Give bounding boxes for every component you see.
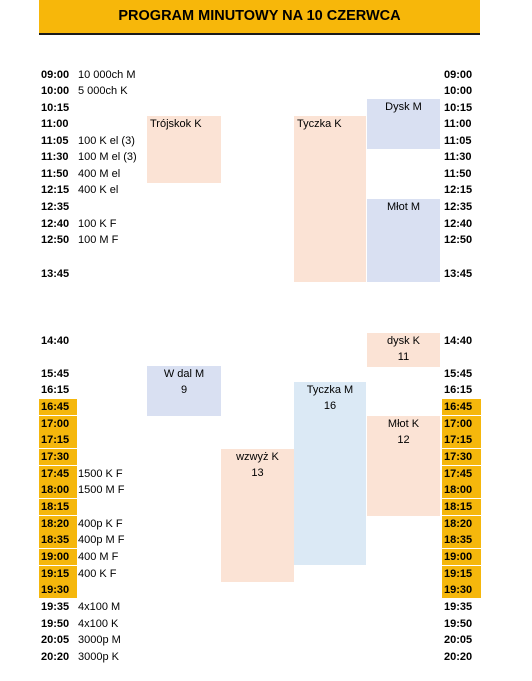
- time-left: 18:20: [39, 516, 77, 532]
- track-event: 400 K el: [78, 184, 119, 196]
- track-event: 400 K F: [78, 568, 117, 580]
- field-event-label: dysk K: [386, 335, 420, 347]
- track-event: 100 M el (3): [78, 151, 137, 163]
- time-right: 16:45: [442, 399, 481, 415]
- time-left: 14:40: [41, 335, 70, 347]
- time-left: 16:15: [41, 384, 70, 396]
- time-right: 18:00: [442, 482, 481, 498]
- field-event-number: 13: [251, 467, 264, 479]
- track-event: 400 M el: [78, 168, 121, 180]
- time-left: 10:15: [41, 102, 70, 114]
- field-event-w-dal-m: [147, 366, 221, 416]
- time-right: 17:45: [442, 466, 481, 482]
- time-left: 09:00: [41, 69, 70, 81]
- time-left: 18:00: [39, 482, 77, 498]
- time-right: 12:40: [444, 218, 473, 230]
- field-event-mlot-m: [367, 199, 440, 282]
- time-left: 12:35: [41, 201, 70, 213]
- field-event-label: Młot K: [387, 418, 420, 430]
- field-event-mlot-k: [367, 416, 440, 516]
- time-right: 09:00: [444, 69, 473, 81]
- time-right: 19:35: [444, 601, 473, 613]
- time-left: 11:50: [41, 168, 69, 180]
- time-right: 17:30: [442, 449, 481, 465]
- time-left: 18:15: [39, 499, 77, 515]
- field-event-dysk-k: [367, 333, 440, 367]
- time-left: 17:15: [39, 432, 77, 448]
- track-event: 400p M F: [78, 534, 125, 546]
- time-left: 10:00: [41, 85, 70, 97]
- time-left: 17:45: [39, 466, 77, 482]
- time-right: 13:45: [444, 268, 473, 280]
- time-right: 10:15: [444, 102, 473, 114]
- field-event-number: 11: [397, 351, 410, 363]
- field-event-tyczka-k: [294, 116, 366, 282]
- time-left: 11:00: [41, 118, 69, 130]
- time-left: 20:20: [41, 651, 70, 663]
- track-event: 5 000ch K: [78, 85, 128, 97]
- track-event: 4x100 M: [78, 601, 121, 613]
- field-event-label: W dal M: [163, 368, 205, 380]
- time-left: 12:40: [41, 218, 70, 230]
- track-event: 100 K el (3): [78, 135, 135, 147]
- track-event: 10 000ch M: [78, 69, 136, 81]
- time-right: 15:45: [444, 368, 473, 380]
- track-event: 3000p K: [78, 651, 119, 663]
- time-right: 12:15: [444, 184, 473, 196]
- field-event-number: 9: [180, 384, 188, 396]
- time-left: 12:15: [41, 184, 70, 196]
- time-right: 20:05: [444, 634, 473, 646]
- time-left: 11:30: [41, 151, 69, 163]
- time-left: 18:35: [39, 532, 77, 548]
- track-event: 1500 M F: [78, 484, 125, 496]
- time-left: 11:05: [41, 135, 69, 147]
- time-right: 17:00: [442, 416, 481, 432]
- page-title: PROGRAM MINUTOWY NA 10 CZERWCA: [39, 0, 480, 33]
- track-event: 400 M F: [78, 551, 119, 563]
- track-event: 3000p M: [78, 634, 121, 646]
- time-right: 18:35: [442, 532, 481, 548]
- time-left: 17:30: [39, 449, 77, 465]
- time-right: 19:30: [442, 582, 481, 598]
- time-right: 19:50: [444, 618, 473, 630]
- time-right: 11:50: [444, 168, 472, 180]
- track-event: 100 M F: [78, 234, 119, 246]
- field-event-number: 16: [323, 400, 337, 412]
- field-event-trojskok-k: [147, 116, 221, 183]
- time-right: 12:35: [444, 201, 473, 213]
- time-right: 20:20: [444, 651, 473, 663]
- field-event-label: Tyczka M: [306, 384, 354, 396]
- time-right: 19:15: [442, 566, 481, 582]
- time-right: 16:15: [444, 384, 473, 396]
- time-right: 14:40: [444, 335, 473, 347]
- time-left: 13:45: [41, 268, 70, 280]
- time-left: 15:45: [41, 368, 70, 380]
- time-right: 10:00: [444, 85, 473, 97]
- time-left: 19:35: [41, 601, 70, 613]
- time-left: 19:15: [39, 566, 77, 582]
- time-right: 18:20: [442, 516, 481, 532]
- title-divider: [39, 33, 480, 35]
- field-event-label: Trójskok K: [150, 118, 202, 130]
- time-right: 11:00: [444, 118, 472, 130]
- field-event-tyczka-m: [294, 382, 366, 565]
- time-left: 19:30: [39, 582, 77, 598]
- field-event-label: Dysk M: [385, 101, 422, 113]
- field-event-dysk-m: [367, 99, 440, 149]
- time-left: 20:05: [41, 634, 70, 646]
- field-event-wzwyz-k: [221, 449, 294, 582]
- time-right: 18:15: [442, 499, 481, 515]
- field-event-label: Tyczka K: [297, 118, 342, 130]
- time-left: 16:45: [39, 399, 77, 415]
- time-left: 19:50: [41, 618, 70, 630]
- time-right: 17:15: [442, 432, 481, 448]
- track-event: 400p K F: [78, 518, 123, 530]
- track-event: 100 K F: [78, 218, 117, 230]
- time-right: 11:05: [444, 135, 472, 147]
- time-right: 12:50: [444, 234, 473, 246]
- time-left: 12:50: [41, 234, 70, 246]
- track-event: 4x100 K: [78, 618, 119, 630]
- field-event-label: wzwyż K: [236, 451, 279, 463]
- field-event-label: Młot M: [387, 201, 420, 213]
- time-left: 19:00: [39, 549, 77, 565]
- field-event-number: 12: [397, 434, 410, 446]
- track-event: 1500 K F: [78, 468, 123, 480]
- time-right: 19:00: [442, 549, 481, 565]
- time-left: 17:00: [39, 416, 77, 432]
- time-right: 11:30: [444, 151, 472, 163]
